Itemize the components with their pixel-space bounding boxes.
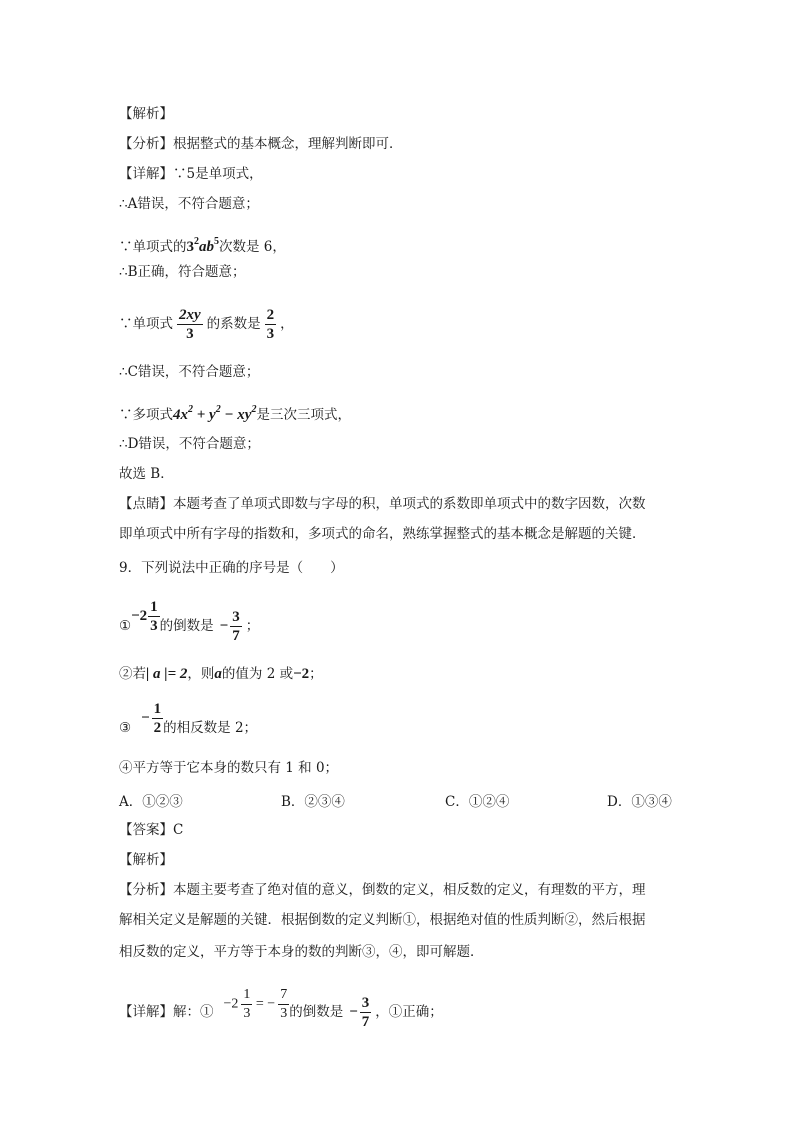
answer-options bbox=[119, 790, 679, 810]
analysis-2-line-1: 【分析】本题主要考查了绝对值的意义，倒数的定义，相反数的定义，有理数的平方，理 bbox=[119, 882, 646, 898]
mixed-number-neg-2-1-3: −2 $\frac{1}{3}$ bbox=[131, 599, 158, 634]
analysis-text: 【分析】根据整式的基本概念，理解判断即可． bbox=[119, 136, 403, 152]
fraction-2xy-over-3: $\frac{2xy}{3}$ bbox=[179, 307, 201, 342]
statement-3: ③− $\frac{1}{2}$ 的相反数是 2； bbox=[119, 701, 258, 736]
statement-4: ④平方等于它本身的数只有 1 和 0； bbox=[119, 760, 339, 776]
fraction-2-over-3: $\frac{2}{3}$ bbox=[266, 307, 275, 342]
analysis-2-line-2: 解相关定义是解题的关键．根据倒数的定义判断①，根据绝对值的性质判断②，然后根据 bbox=[119, 912, 646, 928]
detail-line-9: 故选 B． bbox=[119, 466, 174, 482]
fraction-3-over-7-b: $\frac{3}{7}$ bbox=[361, 995, 370, 1030]
section-heading-analysis-2: 【解析】 bbox=[119, 852, 173, 868]
section-heading-analysis: 【解析】 bbox=[119, 106, 173, 122]
fraction-3-over-7: $\frac{3}{7}$ bbox=[232, 609, 240, 644]
option-a[interactable]: A．①②③ bbox=[119, 794, 183, 810]
detail-line-3: ∵单项式的$3^2ab^5$次数是 6， bbox=[119, 236, 286, 255]
question-9-stem: 9．下列说法中正确的序号是（ ） bbox=[119, 560, 344, 576]
option-b[interactable]: B．②③④ bbox=[281, 794, 345, 810]
detail-line-2: ∴A错误，不符合题意； bbox=[119, 196, 259, 212]
statement-1: ①−2 $\frac{1}{3}$ 的倒数是 − $\frac{3}{7}$ ； bbox=[119, 599, 260, 644]
mixed-number-equation: −2 $\frac{1}{3}$ = − $\frac{7}{3}$ bbox=[223, 987, 288, 1021]
analysis-2-line-3: 相反数的定义，平方等于本身的数的判断③，④，即可解题． bbox=[119, 944, 484, 960]
option-d[interactable]: D．①③④ bbox=[607, 794, 672, 810]
fraction-neg-1-over-2: − $\frac{1}{2}$ bbox=[141, 701, 162, 736]
detail-line-8: ∴D错误，不符合题意； bbox=[119, 436, 260, 452]
comment-line-2: 即单项式中所有字母的指数和，多项式的命名，熟练掌握整式的基本概念是解题的关键． bbox=[119, 526, 646, 542]
detail-line-5: ∵单项式 $\frac{2xy}{3}$ 的系数是 $\frac{2}{3}$ ， bbox=[119, 307, 294, 342]
detail-line-1: 【详解】∵5是单项式， bbox=[119, 166, 263, 182]
detail-2-line-1: 【详解】解：① −2 $\frac{1}{3}$ = − $\frac{7}{3}$ 的倒数是 − $\frac{3}{7}$ ，①正确； bbox=[119, 987, 443, 1030]
math-var-a: a bbox=[214, 666, 222, 682]
comment-line-1: 【点睛】本题考查了单项式即数与字母的积，单项式的系数即单项式中的数字因数，次数 bbox=[119, 496, 646, 512]
math-abs-a-equals-2: | a |= 2 bbox=[146, 666, 188, 682]
math-monomial: $3^2ab^5$ bbox=[186, 236, 219, 255]
detail-line-4: ∴B正确，符合题意； bbox=[119, 264, 246, 280]
statement-2: ②若| a |= 2，则a的值为 2 或−2； bbox=[119, 666, 323, 682]
option-c[interactable]: C．①②④ bbox=[445, 794, 510, 810]
math-polynomial: $4x^2 + y^2 - xy^2$ bbox=[173, 404, 257, 423]
detail-line-7: ∵多项式$4x^2 + y^2 - xy^2$是三次三项式， bbox=[119, 404, 351, 423]
answer-line: 【答案】C bbox=[119, 822, 184, 838]
detail-line-6: ∴C错误，不符合题意； bbox=[119, 364, 260, 380]
